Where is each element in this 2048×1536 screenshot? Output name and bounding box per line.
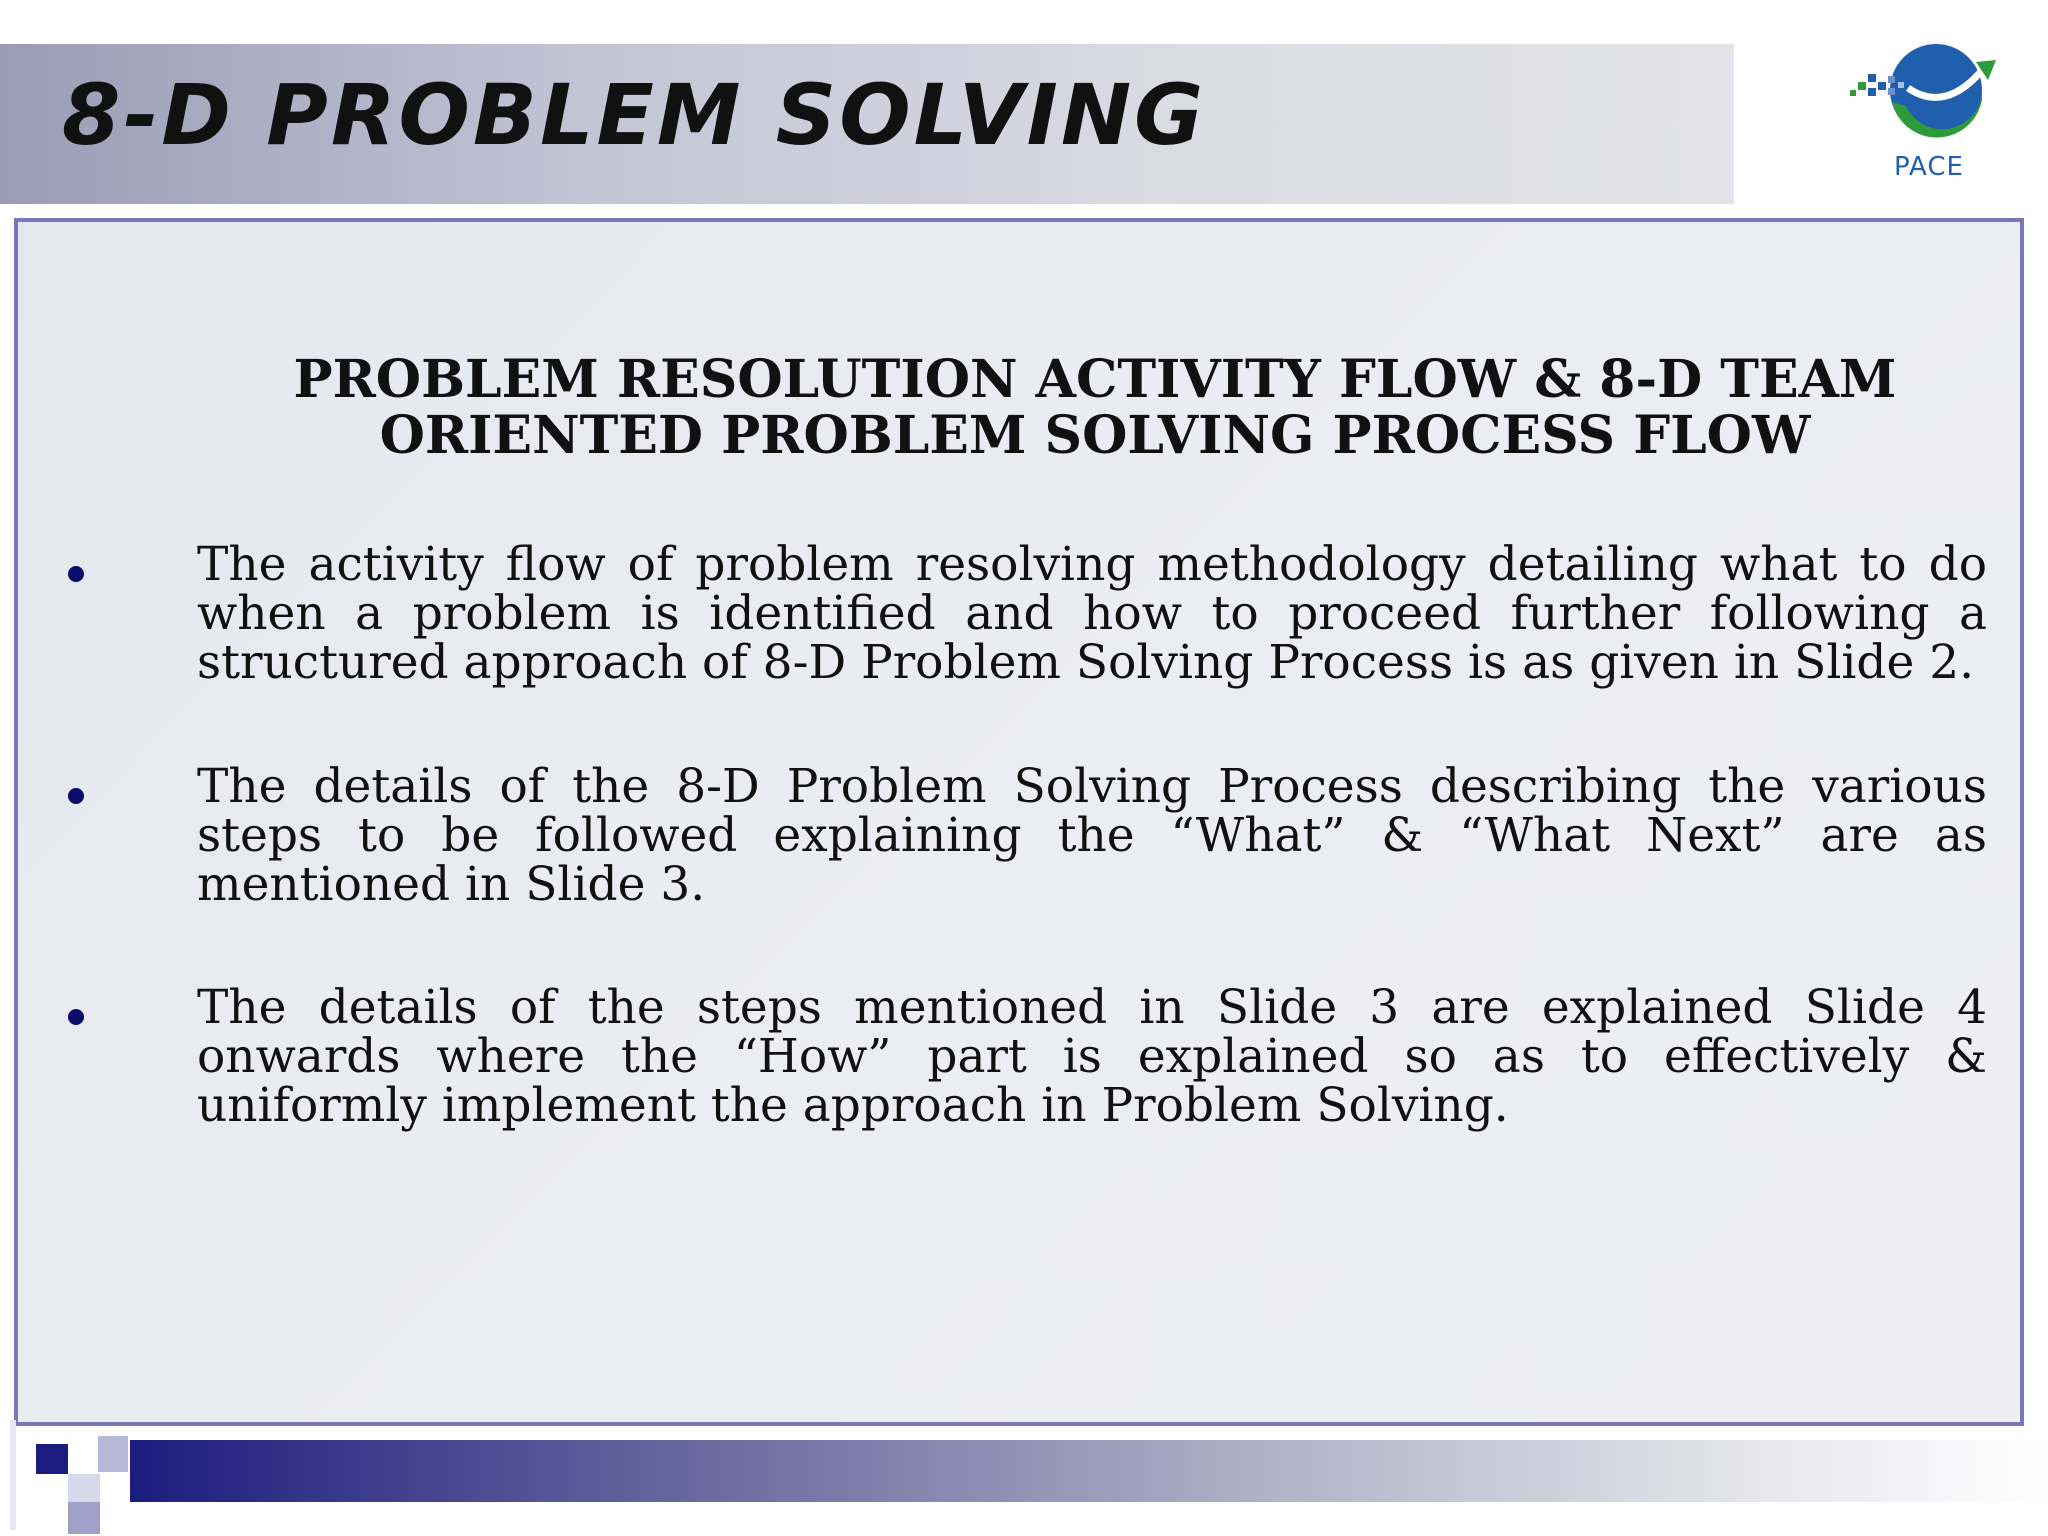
bullet-text-2: The details of the 8-D Problem Solving Process describing the various steps to be followed explaining the “What” & “What Next” are as mentioned in Slide 3.: [197, 759, 1987, 912]
pace-logo: [1836, 22, 2006, 182]
bullet-text-1: The activity flow of problem resolving methodology detailing what to do when a problem is identified and how to proceed further following a structured approach of 8-D Problem Solving Process is as given in Slide 2.: [197, 537, 1987, 690]
bullet-dot-icon: [68, 788, 84, 804]
bullet-dot-icon: [68, 1009, 84, 1025]
slide-title: 8-D PROBLEM SOLVING: [62, 66, 1207, 164]
slide-heading: [280, 349, 1910, 466]
heading-line-1: PROBLEM RESOLUTION ACTIVITY FLOW & 8-D TEAM: [293, 349, 1897, 410]
logo-text: PACE: [1894, 152, 1964, 182]
footer-gradient-bar: [130, 1440, 2048, 1502]
bullet-text-3: The details of the steps mentioned in Slide 3 are explained Slide 4 onwards where the “How” part is explained so as to effectively & uniformly implement the approach in Problem Solving.: [197, 980, 1987, 1133]
bullet-dot-icon: [68, 566, 84, 582]
heading-line-2: ORIENTED PROBLEM SOLVING PROCESS FLOW: [379, 405, 1811, 466]
